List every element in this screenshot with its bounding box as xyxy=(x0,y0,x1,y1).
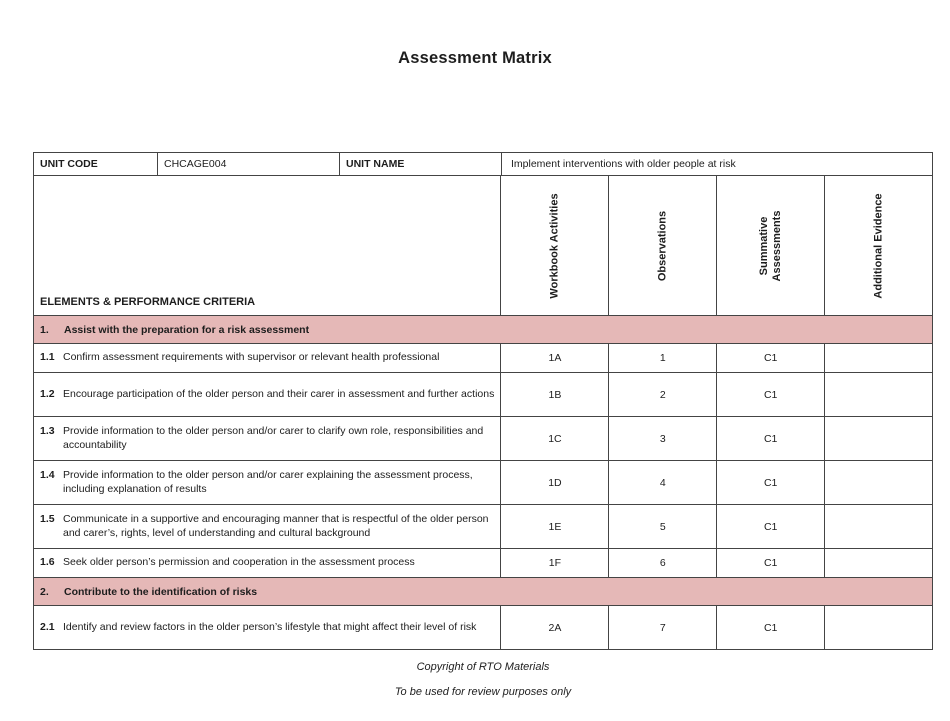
unit-code-label: UNIT CODE xyxy=(40,158,98,170)
section-title: Assist with the preparation for a risk assessment xyxy=(64,323,310,336)
observations-cell: 6 xyxy=(608,549,716,577)
workbook-cell: 1D xyxy=(500,461,608,504)
criteria-row xyxy=(34,343,932,372)
rotated-header-text: Workbook Activities xyxy=(548,192,561,299)
criteria-number: 1.5 xyxy=(40,512,55,525)
section-cell xyxy=(34,578,932,605)
additional-evidence-cell xyxy=(824,606,932,649)
workbook-cell: 1F xyxy=(500,549,608,577)
criteria-cell xyxy=(34,461,500,504)
section-number: 1. xyxy=(40,323,49,336)
rotated-header-text: Summative Assessments xyxy=(757,210,783,281)
summative-cell: C1 xyxy=(716,606,824,649)
summative-cell: C1 xyxy=(716,373,824,416)
additional-evidence-cell xyxy=(824,461,932,504)
criteria-number: 2.1 xyxy=(40,620,55,633)
workbook-cell: 2A xyxy=(500,606,608,649)
criteria-number: 1.6 xyxy=(40,556,55,569)
criteria-cell xyxy=(34,417,500,460)
section-row xyxy=(34,315,932,343)
criteria-text: Provide information to the older person and/or carer explaining the assessment process, including explanation of results xyxy=(63,468,473,495)
criteria-text: Communicate in a supportive and encouraging manner that is respectful of the older person and carer’s, rights, level of understanding and cultural background xyxy=(63,512,489,539)
criteria-row xyxy=(34,416,932,460)
section-number: 2. xyxy=(40,585,49,598)
copyright-line: Copyright of RTO Materials xyxy=(416,661,550,673)
criteria-text: Seek older person’s permission and cooperation in the assessment process xyxy=(63,556,415,569)
section-cell xyxy=(34,316,932,343)
additional-evidence-cell xyxy=(824,505,932,548)
additional-evidence-cell xyxy=(824,417,932,460)
criteria-number: 1.3 xyxy=(40,424,55,437)
criteria-cell xyxy=(34,344,500,372)
summative-cell: C1 xyxy=(716,461,824,504)
criteria-text: Encourage participation of the older person and their carer in assessment and further actions xyxy=(63,387,495,400)
observations-cell: 5 xyxy=(608,505,716,548)
unit-header-row xyxy=(34,153,932,175)
criteria-cell xyxy=(34,373,500,416)
workbook-cell: 1C xyxy=(500,417,608,460)
criteria-header-cell xyxy=(34,176,500,315)
criteria-header-label: ELEMENTS & PERFORMANCE CRITERIA xyxy=(40,296,256,308)
document-footer xyxy=(33,661,933,698)
additional-evidence-cell xyxy=(824,373,932,416)
criteria-row xyxy=(34,548,932,577)
criteria-cell xyxy=(34,549,500,577)
criteria-text: Identify and review factors in the older person’s lifestyle that might affect their level of risk xyxy=(63,620,477,633)
criteria-row xyxy=(34,460,932,504)
criteria-row xyxy=(34,372,932,416)
additional-evidence-cell xyxy=(824,344,932,372)
observations-cell: 4 xyxy=(608,461,716,504)
column-header-row xyxy=(34,175,932,315)
unit-name-value: Implement interventions with older people at risk xyxy=(501,153,932,175)
criteria-number: 1.4 xyxy=(40,468,55,481)
rotated-header-text: Observations xyxy=(656,210,669,281)
summative-cell: C1 xyxy=(716,344,824,372)
column-header-workbook-activities xyxy=(500,176,608,315)
workbook-cell: 1E xyxy=(500,505,608,548)
column-header-observations xyxy=(608,176,716,315)
rotated-header-text: Additional Evidence xyxy=(871,192,884,299)
column-header-summative-assessments xyxy=(716,176,824,315)
criteria-number: 1.1 xyxy=(40,351,55,364)
page-title: Assessment Matrix xyxy=(398,49,552,67)
criteria-row xyxy=(34,605,932,649)
workbook-cell: 1B xyxy=(500,373,608,416)
summative-cell: C1 xyxy=(716,505,824,548)
summative-cell: C1 xyxy=(716,549,824,577)
additional-evidence-cell xyxy=(824,549,932,577)
criteria-row xyxy=(34,504,932,548)
unit-code-value: CHCAGE004 xyxy=(157,153,339,175)
criteria-cell xyxy=(34,606,500,649)
criteria-text: Provide information to the older person and/or carer to clarify own role, responsibilities and accountability xyxy=(63,424,484,451)
criteria-text: Confirm assessment requirements with supervisor or relevant health professional xyxy=(63,351,440,364)
section-row xyxy=(34,577,932,605)
column-header-additional-evidence xyxy=(824,176,932,315)
section-title: Contribute to the identification of risks xyxy=(64,585,258,598)
unit-name-label: UNIT NAME xyxy=(339,153,501,175)
observations-cell: 1 xyxy=(608,344,716,372)
criteria-cell xyxy=(34,505,500,548)
observations-cell: 7 xyxy=(608,606,716,649)
observations-cell: 3 xyxy=(608,417,716,460)
review-purpose-line: To be used for review purposes only xyxy=(394,686,572,698)
criteria-number: 1.2 xyxy=(40,387,55,400)
assessment-matrix-table xyxy=(33,152,933,650)
observations-cell: 2 xyxy=(608,373,716,416)
summative-cell: C1 xyxy=(716,417,824,460)
workbook-cell: 1A xyxy=(500,344,608,372)
